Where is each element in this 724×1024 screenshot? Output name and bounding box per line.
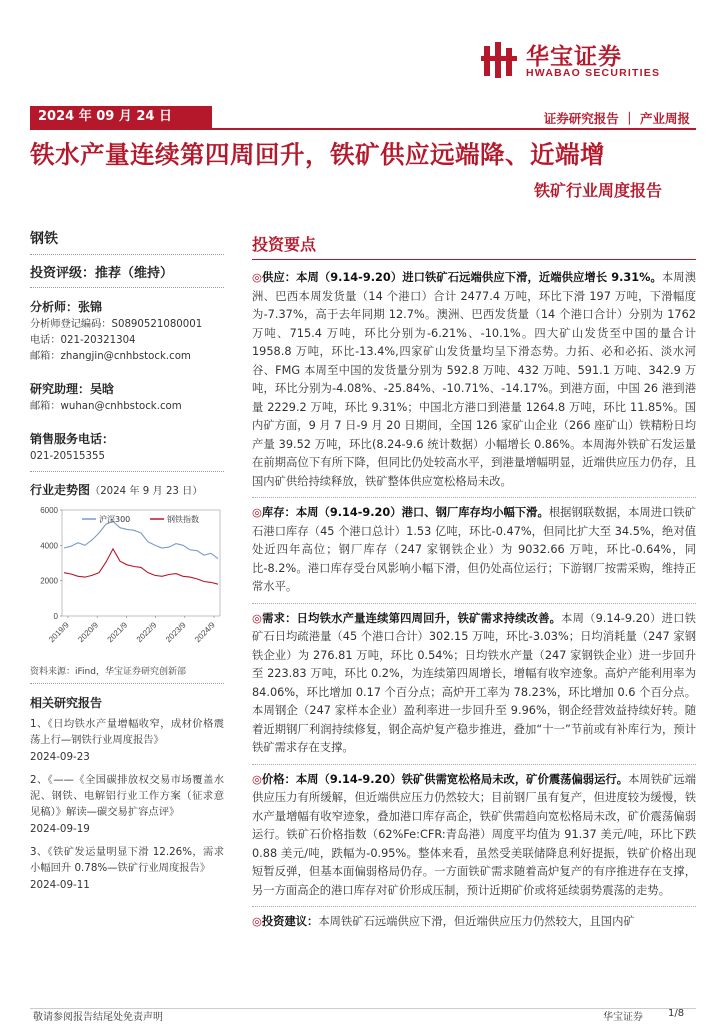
- related-report-date: 2024-09-23: [30, 751, 90, 763]
- company-logo: [480, 38, 685, 82]
- hwabao-logo-icon: [480, 40, 520, 80]
- bullet-icon: ◎: [252, 506, 262, 519]
- report-type: 证券研究报告 ｜ 产业周报: [543, 111, 690, 126]
- related-report-title: 2、《——《全国碳排放权交易市场覆盖水泥、钢铁、电解铝行业工作方案（征求意见稿）》解读—碳交易扩容点评》: [30, 774, 224, 818]
- analyst-name: 分析师：张锦: [30, 300, 103, 314]
- section-body: 根据钢联数据，本周进口铁矿石港口库存（45 个港口总计）1.53 亿吨，环比-0.47%，但同比扩大至 34.5%，绝对值处近四年高位；钢厂库存（247 家钢铁企业）为 9032.66 万吨，环比-0.64%，同比-8.2%。港口库存受台风影响小幅下滑，但仍处高位运行；下游钢厂按需采购，维持正常水平。: [252, 506, 697, 593]
- related-reports-list: [30, 716, 224, 894]
- section-body: 本周铁矿远端供应压力有所缓解，但近端供应压力仍然较大；目前钢厂虽有复产，但进度较为缓慢，铁水产量增幅有收窄迹象，叠加港口库存高企，铁矿供需趋向宽松格局未改，矿价震荡偏弱运行。铁矿石价格指数（62%Fe:CFR:青岛港）周度平均值为 91.37 美元/吨，环比下跌 0.88 美元/吨，跌幅为-0.95%。整体来看，虽然受美联储降息利好提振，铁矿价格出现短暂反弹，但基本面偏弱格局仍存。一方面铁矿需求随着高炉复产的有序推进存在支撑，另一方面高企的港口库存对矿价形成压制，预计近期矿价或将延续弱势震荡的走势。: [252, 772, 696, 897]
- section-body: 本周铁矿石远端供应下滑，但近端供应压力仍然较大，且国内矿: [318, 915, 635, 928]
- trend-label: 行业走势图: [30, 483, 91, 497]
- report-title: 铁水产量连续第四周回升，铁矿供应远端降、近端增: [30, 140, 605, 169]
- brand-name-cn: 华宝证券: [526, 44, 622, 70]
- related-report-item[interactable]: [30, 772, 224, 838]
- x-tick-label: 2021/9: [105, 620, 130, 645]
- bullet-icon: ◎: [252, 915, 262, 928]
- y-tick-label: 2000: [40, 576, 58, 586]
- analyst-email: 邮箱：zhangjin@cnhbstock.com: [30, 351, 191, 362]
- industry-label: 钢铁: [30, 228, 224, 255]
- page-number: 1/8: [668, 1008, 685, 1019]
- industry-trend-chart: [30, 500, 224, 650]
- assistant-email: 邮箱：wuhan@cnhbstock.com: [30, 401, 182, 412]
- main-content: [252, 232, 696, 932]
- related-report-item[interactable]: [30, 844, 224, 894]
- trend-date: （2024 年 9 月 23 日）: [90, 486, 203, 497]
- brand-name-en: HWABAO SECURITIES: [526, 67, 661, 79]
- bullet-icon: ◎: [252, 772, 262, 786]
- x-tick-label: 2020/9: [76, 620, 101, 645]
- footer-company: 华宝证券: [603, 1012, 643, 1023]
- analyst-phone: 电话：021-20321304: [30, 335, 136, 346]
- x-tick-label: 2019/9: [47, 620, 71, 645]
- y-tick-label: 4000: [40, 541, 58, 551]
- section-supply: [252, 269, 696, 491]
- section-price: [252, 764, 696, 901]
- y-tick-label: 6000: [40, 506, 58, 515]
- section-lead: 需求：日均铁水产量连续第四周回升，铁矿需求持续改善。: [262, 611, 562, 625]
- series-line: [64, 522, 218, 559]
- trend-header: [30, 480, 224, 500]
- assistant-name: 研究助理：吴晗: [30, 382, 115, 396]
- series-line: [64, 549, 218, 584]
- related-reports-label: 相关研究报告: [30, 696, 103, 710]
- y-tick-label: 0: [53, 612, 58, 621]
- section-lead: 价格：本周（9.14-9.20）铁矿供需宽松格局未改，矿价震荡偏弱运行。: [261, 772, 629, 786]
- plot-frame: [62, 510, 220, 616]
- related-report-date: 2024-09-19: [30, 823, 90, 835]
- x-tick-label: 2023/9: [163, 620, 188, 645]
- trend-chart-svg: [30, 500, 224, 650]
- header-bar: [30, 106, 696, 130]
- sales-label: 销售服务电话：: [30, 432, 115, 446]
- section-demand: [252, 603, 696, 758]
- section-body: 本周（9.14-9.20）进口铁矿石日均疏港量（45 个港口合计）302.15 万吨，环比-3.03%；日均消耗量（247 家钢铁企业）为 276.81 万吨，环比 0.54%；日均铁水产量（247 家钢铁企业）进一步回升至 223.83 万吨，环比 0.2%，为连续第四周增长，增幅有收窄迹象。高炉产能利用率为 84.06%，环比增加 0.17 个百分点；高炉开工率为 78.23%，环比增加 0.6 个百分点。本周钢企（247 家样本企业）盈利率进一步回升至 9.96%，钢企经营效益持续好转。随着近期钢厂利润持续修复，钢企高炉复产稳步推进，叠加“十一”节前或有补库行为，预计铁矿需求存在支撑。: [252, 611, 696, 754]
- x-tick-label: 2024/9: [193, 620, 217, 645]
- section-investment-advice: [252, 906, 696, 932]
- chart-source: 资料来源：iFind，华宝证券研究创新部: [30, 664, 224, 684]
- section-inventory: [252, 497, 696, 597]
- x-tick-label: 2022/9: [134, 620, 159, 645]
- bullet-icon: ◎: [252, 271, 262, 284]
- sales-phone: 021-20515355: [30, 449, 224, 472]
- key-points-heading: 投资要点: [252, 232, 696, 260]
- section-body: 本周澳洲、巴西本周发货量（14 个港口）合计 2477.4 万吨，环比下滑 197 万吨，下滑幅度为-7.37%，高于去年同期 12.7%。澳洲、巴西发货量（14 个港口合计）分别为 1762 万吨、715.4 万吨，环比分别为-6.21%、-10.1%。四大矿山发货至中国的量合计 1958.8 万吨，环比-13.4%,四家矿山发货量均呈下滑态势。力拓、必和必拓、淡水河谷、FMG 本周至中国的发货量分别为 592.8 万吨、432 万吨、591.1 万吨、342.9 万吨，环比分别为-4.08%、-25.84%、-10.71%、-14.17%。到港方面，中国 26 港到港量 2229.2 万吨，环比 9.31%；中国北方港口到港量 1264.8 万吨，环比 11.85%。国内矿方面，9 月 7 日-9 月 20 日期间，全国 126 家矿山企业（266 座矿山）铁精粉日均产量 39.52 万吨，环比(8.24-9.6 统计数据）小幅增长 0.86%。本周海外铁矿石发运量在前期高位下有所下降，但同比仍处较高水平，到港量增幅明显，近端供应压力仍存，且国内矿供给持续释放，铁矿整体供应宽松格局未改。: [252, 271, 696, 488]
- sidebar: [30, 228, 224, 900]
- related-report-date: 2024-09-11: [30, 879, 90, 891]
- section-lead: 库存：本周（9.14-9.20）港口、钢厂库存均小幅下滑。: [261, 506, 549, 519]
- bullet-icon: ◎: [252, 611, 263, 625]
- related-report-title: 3、《铁矿发运量明显下滑 12.26%，需求小幅回升 0.78%—铁矿行业周度报告》: [30, 846, 224, 874]
- report-date: 2024 年 09 月 24 日: [30, 106, 212, 128]
- section-lead: 投资建议：: [261, 915, 319, 928]
- analyst-cert: 分析师登记编码：S0890521080001: [30, 319, 203, 330]
- footer-disclaimer: 敬请参阅报告结尾处免责声明: [33, 1012, 163, 1023]
- related-report-title: 1、《日均铁水产量增幅收窄，成材价格震荡上行—钢铁行业周度报告》: [30, 718, 224, 746]
- legend-label: 沪深300: [99, 515, 131, 524]
- legend-label: 钢铁指数: [167, 515, 199, 524]
- related-report-item[interactable]: [30, 716, 224, 766]
- report-subtitle: 铁矿行业周度报告: [533, 181, 662, 200]
- section-lead: 供应：本周（9.14-9.20）进口铁矿石远端供应下滑，近端供应增长 9.31%。: [261, 271, 662, 284]
- investment-rating: 投资评级：推荐（维持）: [30, 255, 224, 288]
